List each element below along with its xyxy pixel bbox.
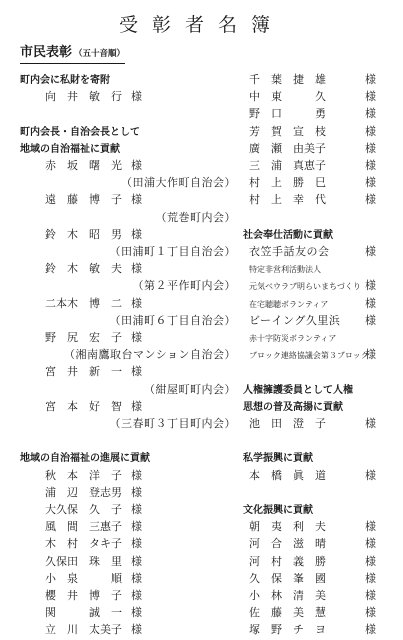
honoree-row bbox=[45, 569, 145, 588]
honoree-name: 芳 賀 宣 枝 bbox=[249, 124, 326, 138]
honoree-row bbox=[45, 620, 145, 639]
honoree-row bbox=[45, 190, 145, 209]
affiliation-row bbox=[40, 380, 236, 399]
honorific-label: 様 bbox=[365, 90, 376, 104]
category-heading-text: 町内会長・自治会長として bbox=[20, 126, 140, 138]
category-heading bbox=[243, 225, 333, 244]
honorific-label: 様 bbox=[365, 107, 376, 121]
honorific-label: 様 bbox=[131, 589, 142, 602]
category-heading-text: 町内会に私財を寄附 bbox=[20, 75, 110, 86]
honoree-row bbox=[249, 139, 379, 158]
honorific-label: 様 bbox=[365, 176, 376, 190]
honoree-row bbox=[249, 414, 379, 433]
honoree-row bbox=[249, 569, 379, 588]
honoree-name: 池 田 澄 子 bbox=[249, 417, 326, 430]
honorific-label: 様 bbox=[131, 296, 142, 310]
honoree-name: 宮 本 好 智 bbox=[45, 399, 122, 413]
category-heading bbox=[20, 122, 140, 141]
honoree-name: 久 保 峯 國 bbox=[249, 571, 326, 585]
honoree-name: 櫻 井 博 子 bbox=[45, 589, 122, 602]
affiliation-text: （三春町３丁目町内会） bbox=[109, 417, 236, 430]
honoree-name: 河 合 滋 晴 bbox=[249, 537, 326, 551]
honoree-row bbox=[249, 466, 379, 485]
honoree-row bbox=[249, 104, 379, 123]
honorific-label: 様 bbox=[365, 159, 376, 172]
honoree-name: 千 葉 捷 雄 bbox=[249, 73, 326, 86]
honoree-name: 鈴 木 昭 男 bbox=[45, 227, 122, 241]
honorific-label: 様 bbox=[131, 485, 142, 499]
honorific-label: 様 bbox=[365, 589, 376, 602]
page-title: 受彰者名簿 bbox=[118, 14, 284, 36]
honoree-name: 河 村 義 勝 bbox=[249, 554, 326, 568]
affiliation-text: （湘南鷹取台マンション自治会） bbox=[63, 348, 236, 362]
group-name: 赤十字防災ボランティア bbox=[249, 334, 337, 343]
honorific-label: 様 bbox=[131, 365, 142, 379]
category-heading-text: 思想の普及高揚に貢献 bbox=[243, 401, 343, 413]
honoree-group-row bbox=[249, 242, 379, 261]
honorific-label: 様 bbox=[131, 159, 142, 172]
honoree-row bbox=[249, 620, 379, 639]
group-name: ビーイング久里浜 bbox=[249, 313, 341, 327]
honorific-label: 様 bbox=[131, 554, 142, 568]
affiliation-row bbox=[40, 173, 236, 192]
honoree-row bbox=[45, 225, 145, 244]
honoree-row bbox=[249, 156, 379, 175]
category-heading bbox=[20, 70, 110, 89]
honorific-label: 様 bbox=[131, 227, 142, 241]
honoree-row bbox=[45, 483, 145, 502]
honoree-name: 宮 井 新 一 bbox=[45, 365, 122, 379]
honorific-label: 様 bbox=[365, 348, 376, 362]
honoree-group-row bbox=[249, 311, 379, 330]
honoree-name: 立 川 太美子 bbox=[45, 623, 122, 637]
honoree-name: 大久保 久 子 bbox=[45, 503, 122, 516]
honoree-name: 小 林 清 美 bbox=[249, 589, 326, 602]
honoree-row bbox=[45, 259, 145, 278]
honorific-label: 様 bbox=[365, 124, 376, 138]
category-heading bbox=[243, 500, 313, 519]
honoree-name: 鈴 木 敏 夫 bbox=[45, 262, 122, 276]
affiliation-text: （紺屋町町内会） bbox=[144, 382, 236, 396]
honoree-name: 佐 藤 美 慧 bbox=[249, 606, 326, 620]
honoree-group-row bbox=[249, 294, 379, 313]
honoree-name: 中 東 久 bbox=[249, 90, 326, 104]
affiliation-row bbox=[40, 311, 236, 330]
honoree-row bbox=[249, 586, 379, 605]
honoree-name: 向 井 敏 行 bbox=[45, 90, 122, 104]
category-heading bbox=[243, 448, 313, 467]
honorific-label: 様 bbox=[365, 520, 376, 534]
honoree-row bbox=[249, 70, 379, 89]
honorific-label: 様 bbox=[365, 623, 376, 637]
group-name: 特定非営利活動法人 bbox=[249, 265, 321, 275]
honoree-name: 浦 辺 登志男 bbox=[45, 485, 122, 499]
honoree-name: 村 上 幸 代 bbox=[249, 193, 326, 207]
honoree-name: 関 誠 一 bbox=[45, 606, 122, 620]
category-heading-text: 地域の自治福祉の進展に貢献 bbox=[20, 453, 150, 465]
honorific-label: 様 bbox=[131, 90, 142, 104]
honoree-row bbox=[249, 190, 379, 209]
group-name: 元気ベウラブ明らいまちづくり bbox=[249, 282, 361, 292]
affiliation-row bbox=[40, 414, 236, 433]
affiliation-row bbox=[40, 276, 236, 295]
honoree-group-row bbox=[249, 328, 379, 347]
section-note: （五十音順） bbox=[74, 49, 126, 59]
honoree-name: 三 浦 真恵子 bbox=[249, 159, 326, 172]
honorific-label: 様 bbox=[365, 571, 376, 585]
category-heading-text: 私学振興に貢献 bbox=[243, 453, 313, 465]
affiliation-text: （第２平作町内会） bbox=[132, 279, 236, 293]
honorific-label: 様 bbox=[365, 245, 376, 258]
honoree-name: 朝 夷 利 夫 bbox=[249, 520, 326, 534]
honorific-label: 様 bbox=[365, 193, 376, 207]
category-heading-text: 社会奉仕活動に貢献 bbox=[243, 229, 333, 241]
honoree-name: 野 口 勇 bbox=[249, 107, 326, 121]
honoree-row bbox=[45, 294, 145, 313]
honoree-name: 遠 藤 博 子 bbox=[45, 193, 122, 207]
honorific-label: 様 bbox=[365, 313, 376, 327]
honoree-name: 木 村 タキ子 bbox=[45, 537, 122, 551]
honoree-name: 村 上 勝 巳 bbox=[249, 176, 326, 190]
honorific-label: 様 bbox=[365, 141, 376, 155]
honoree-name: 本 橋 眞 道 bbox=[249, 468, 326, 482]
honoree-group-row bbox=[249, 259, 379, 278]
category-heading-text: 文化振興に貢献 bbox=[243, 505, 313, 516]
group-name: ブロック連絡協議会第３ブロック bbox=[249, 351, 369, 361]
honoree-row bbox=[45, 586, 145, 605]
honoree-name: 小 泉 順 bbox=[45, 571, 122, 585]
category-heading bbox=[243, 380, 353, 399]
honorific-label: 様 bbox=[365, 73, 376, 86]
group-name: 在宅聴聴ボランティア bbox=[249, 299, 329, 309]
honoree-row bbox=[249, 173, 379, 192]
honorific-label: 様 bbox=[131, 331, 142, 344]
honorific-label: 様 bbox=[131, 468, 142, 482]
honoree-row bbox=[45, 328, 145, 347]
affiliation-row bbox=[40, 208, 236, 227]
honoree-name: 赤 坂 曙 光 bbox=[45, 159, 122, 172]
honoree-name: 二本木 博 二 bbox=[45, 296, 122, 310]
section-heading bbox=[20, 45, 125, 64]
honorific-label: 様 bbox=[131, 193, 142, 207]
honorific-label: 様 bbox=[365, 554, 376, 568]
honorific-label: 様 bbox=[131, 399, 142, 413]
honorific-label: 様 bbox=[365, 606, 376, 620]
category-heading bbox=[20, 448, 150, 467]
affiliation-row bbox=[40, 242, 236, 261]
honoree-row bbox=[45, 500, 145, 519]
honorific-label: 様 bbox=[131, 571, 142, 585]
honorific-label: 様 bbox=[131, 262, 142, 276]
honoree-row bbox=[45, 156, 145, 175]
honoree-name: 秋 本 洋 子 bbox=[45, 468, 122, 482]
honoree-row bbox=[45, 466, 145, 485]
honorific-label: 様 bbox=[365, 468, 376, 482]
honorific-label: 様 bbox=[131, 537, 142, 551]
category-heading bbox=[20, 139, 120, 158]
honoree-group-row bbox=[249, 276, 379, 295]
honorific-label: 様 bbox=[365, 537, 376, 551]
honoree-row bbox=[45, 362, 145, 381]
section-heading-text: 市民表彰 bbox=[20, 45, 73, 60]
honoree-row bbox=[249, 603, 379, 622]
affiliation-text: （田浦町１丁目自治会） bbox=[109, 245, 236, 258]
honorific-label: 様 bbox=[131, 503, 142, 516]
honoree-row bbox=[45, 397, 145, 416]
honoree-row bbox=[45, 87, 145, 106]
honoree-row bbox=[45, 552, 145, 571]
honoree-row bbox=[45, 517, 145, 536]
honorific-label: 様 bbox=[131, 623, 142, 637]
affiliation-text: （田浦町６丁目自治会） bbox=[109, 313, 236, 327]
category-heading bbox=[243, 397, 343, 416]
honoree-group-row bbox=[249, 345, 379, 364]
honoree-name: 塚 野 チ ヨ bbox=[249, 623, 326, 637]
honoree-row bbox=[249, 534, 379, 553]
honoree-row bbox=[45, 603, 145, 622]
group-name: 衣笠手話友の会 bbox=[249, 245, 330, 258]
honoree-name: 野 尻 宏 子 bbox=[45, 331, 122, 344]
honorific-label: 様 bbox=[131, 606, 142, 620]
honoree-name: 久保田 珠 里 bbox=[45, 554, 122, 568]
honoree-row bbox=[249, 517, 379, 536]
honorific-label: 様 bbox=[365, 279, 376, 293]
affiliation-text: （田浦大作町自治会） bbox=[121, 176, 236, 190]
honorific-label: 様 bbox=[365, 296, 376, 310]
honoree-row bbox=[45, 534, 145, 553]
honorific-label: 様 bbox=[365, 417, 376, 430]
affiliation-text: （荒巻町内会） bbox=[155, 210, 236, 224]
honorific-label: 様 bbox=[131, 520, 142, 534]
honoree-row bbox=[249, 87, 379, 106]
affiliation-row bbox=[40, 345, 236, 364]
category-heading-text: 地域の自治福祉に貢献 bbox=[20, 143, 120, 155]
honoree-name: 廣 瀬 由美子 bbox=[249, 141, 326, 155]
honoree-row bbox=[249, 122, 379, 141]
honoree-row bbox=[249, 552, 379, 571]
honoree-name: 風 間 三惠子 bbox=[45, 520, 122, 534]
category-heading-text: 人権擁護委員として人権 bbox=[243, 384, 353, 396]
